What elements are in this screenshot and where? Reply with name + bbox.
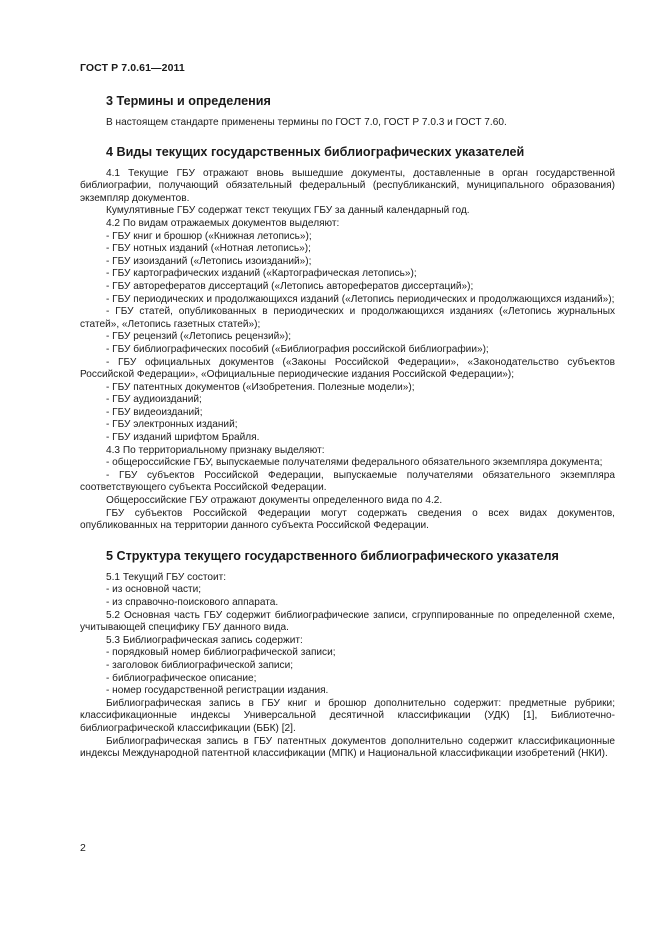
list-item: - ГБУ книг и брошюр («Книжная летопись»); [106,230,312,242]
list-item: - ГБУ видеоизданий; [106,406,203,418]
list-item: - ГБУ изоизданий («Летопись изоизданий»); [106,255,312,267]
list-item: - общероссийские ГБУ, выпускаемые получателями федерального обязательного экземпляра документа; [106,457,603,469]
list-item: - библиографическое описание; [106,672,257,684]
list-item: - из основной части; [106,584,202,596]
paragraph: 5.3 Библиографическая запись содержит: [106,634,303,646]
list-item: - ГБУ периодических и продолжающихся изданий («Летопись периодических и продолжающихся изданий»); [106,293,615,305]
list-item: - ГБУ электронных изданий; [106,419,238,431]
paragraph: Библиографическая запись в ГБУ книг и брошюр дополнительно содержит: предметные рубрики; классификационные индексы Универсальной десятичной классификации (УДК) [1], Библиотечно-библиографической классификации (ББК) [2]. [80,697,615,734]
list-item: - ГБУ авторефератов диссертаций («Летопись авторефератов диссертаций»); [106,280,474,292]
section-5-heading: 5 Структура текущего государственного библиографического указателя [106,548,559,563]
paragraph: 4.2 По видам отражаемых документов выделяют: [106,217,340,229]
paragraph: Общероссийские ГБУ отражают документы определенного вида по 4.2. [106,495,443,507]
section-4-heading: 4 Виды текущих государственных библиографических указателей [106,144,525,159]
list-item: - ГБУ изданий шрифтом Брайля. [106,432,260,444]
section-3-heading: 3 Термины и определения [106,94,271,108]
paragraph: 5.2 Основная часть ГБУ содержит библиографические записи, сгруппированные по определенной схеме, учитывающей специфику ГБУ данного вида. [80,609,615,634]
section-5-body [80,572,615,761]
paragraph: 4.3 По территориальному признаку выделяют: [106,444,325,456]
document-body [80,93,615,761]
paragraph: Кумулятивные ГБУ содержат текст текущих ГБУ за данный календарный год. [106,205,470,217]
paragraph: В настоящем стандарте применены термины по ГОСТ 7.0, ГОСТ Р 7.0.3 и ГОСТ 7.60. [106,117,507,128]
list-item: - ГБУ субъектов Российской Федерации, выпускаемые получателями обязательного экземпляра соответствующего субъекта Российской Федерации. [80,469,615,494]
list-item: - ГБУ патентных документов («Изобретения. Полезные модели»); [106,381,415,393]
list-item: - ГБУ аудиоизданий; [106,394,202,406]
list-item: - порядковый номер библиографической записи; [106,647,336,659]
section-4-body [80,168,615,533]
paragraph: 5.1 Текущий ГБУ состоит: [106,571,227,583]
paragraph: ГБУ субъектов Российской Федерации могут содержать сведения о всех видах документов, опубликованных на территории данного субъекта Российской Федерации. [80,507,615,532]
list-item: - заголовок библиографической записи; [106,659,294,671]
standard-header: ГОСТ Р 7.0.61—2011 [80,62,185,74]
list-item: - номер государственной регистрации издания. [106,685,329,697]
list-item: - из справочно-поискового аппарата. [106,597,279,608]
list-item: - ГБУ официальных документов («Законы Российской Федерации», «Законодательство субъектов Российской Федерации», «Официальные периодические издания Российской Федерации»); [80,356,615,381]
list-item: - ГБУ рецензий («Летопись рецензий»); [106,331,292,343]
page-number: 2 [80,842,86,854]
list-item: - ГБУ библиографических пособий («Библиография российской библиографии»); [106,343,489,355]
list-item: - ГБУ статей, опубликованных в периодических и продолжающихся изданиях («Летопись журнальных статей», «Летопись газетных статей»); [80,306,615,330]
paragraph: 4.1 Текущие ГБУ отражают вновь вышедшие документы, доставленные в орган государственной библиографии, получающий обязательный федеральный (республиканский, муниципального образования) экземпляр документов. [80,167,615,204]
list-item: - ГБУ нотных изданий («Нотная летопись»); [106,243,311,255]
list-item: - ГБУ картографических изданий («Картографическая летопись»); [106,268,417,280]
paragraph: Библиографическая запись в ГБУ патентных документов дополнительно содержит классификационные индексы Международной патентной классификации (МПК) и Национальной классификации изобретений (НКИ). [80,735,615,760]
